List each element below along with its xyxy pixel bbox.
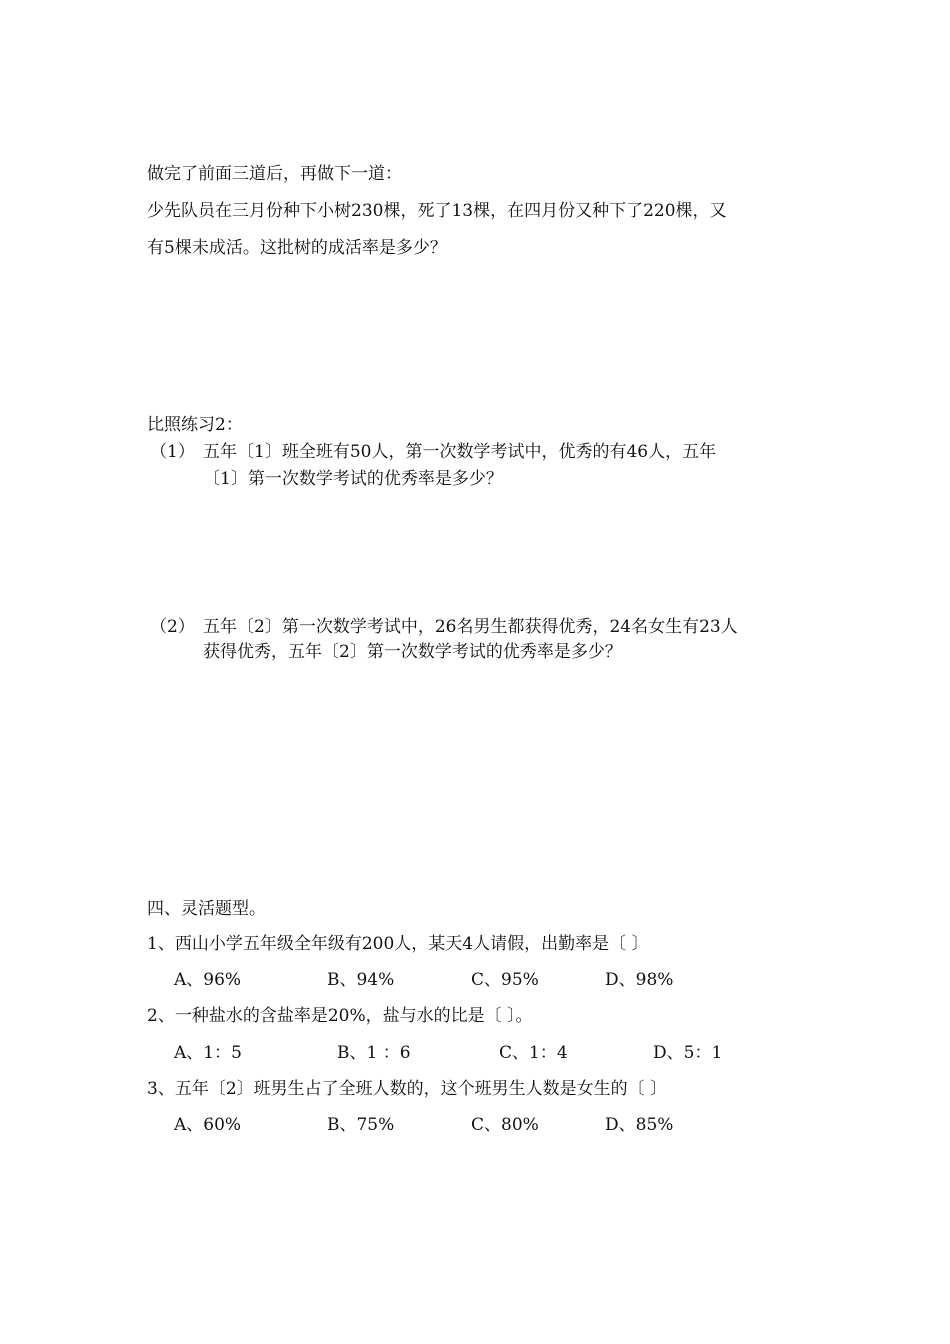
practice2-item-1-number: （1）	[150, 442, 195, 462]
question-2-text: 2、一种盐水的含盐率是20%，盐与水的比是〔 〕。	[147, 1006, 533, 1026]
question-2-option-c: C、1：4	[499, 1043, 568, 1063]
practice2-item-1-line-2: 〔1〕第一次数学考试的优秀率是多少？	[203, 469, 503, 489]
question-2-option-d: D、5：1	[653, 1043, 723, 1063]
question-1-option-a: A、96%	[174, 970, 242, 990]
practice2-item-2-line-1: 五年〔2〕第一次数学考试中，26名男生都获得优秀，24名女生有23人	[203, 617, 738, 637]
question-1-option-b: B、94%	[327, 970, 395, 990]
practice2-item-1-line-1: 五年〔1〕班全班有50人，第一次数学考试中，优秀的有46人，五年	[203, 442, 717, 462]
practice2-item-2-line-2: 获得优秀，五年〔2〕第一次数学考试的优秀率是多少？	[203, 642, 622, 662]
practice2-heading: 比照练习2：	[147, 415, 243, 435]
practice2-item-2-number: （2）	[150, 617, 195, 637]
question-2-option-b: B、1 ：6	[337, 1043, 411, 1063]
question-3-option-b: B、75%	[327, 1115, 395, 1135]
question-3-option-a: A、60%	[174, 1115, 242, 1135]
question-1-text: 1、西山小学五年级全年级有200人，某天4人请假，出勤率是〔 〕	[147, 934, 649, 954]
question-3-text: 3、五年〔2〕班男生占了全班人数的，这个班男生人数是女生的〔 〕	[147, 1079, 668, 1099]
intro-line-1: 做完了前面三道后，再做下一道：	[147, 164, 402, 184]
question-2-option-a: A、1：5	[174, 1043, 242, 1063]
intro-line-2: 少先队员在三月份种下小树230棵，死了13棵，在四月份又种下了220棵，又	[147, 201, 727, 221]
section4-heading: 四、灵活题型。	[147, 899, 266, 919]
question-3-option-d: D、85%	[605, 1115, 674, 1135]
intro-line-3: 有5棵未成活。这批树的成活率是多少？	[147, 238, 447, 258]
question-1-option-d: D、98%	[605, 970, 674, 990]
question-1-option-c: C、95%	[471, 970, 539, 990]
question-3-option-c: C、80%	[471, 1115, 539, 1135]
